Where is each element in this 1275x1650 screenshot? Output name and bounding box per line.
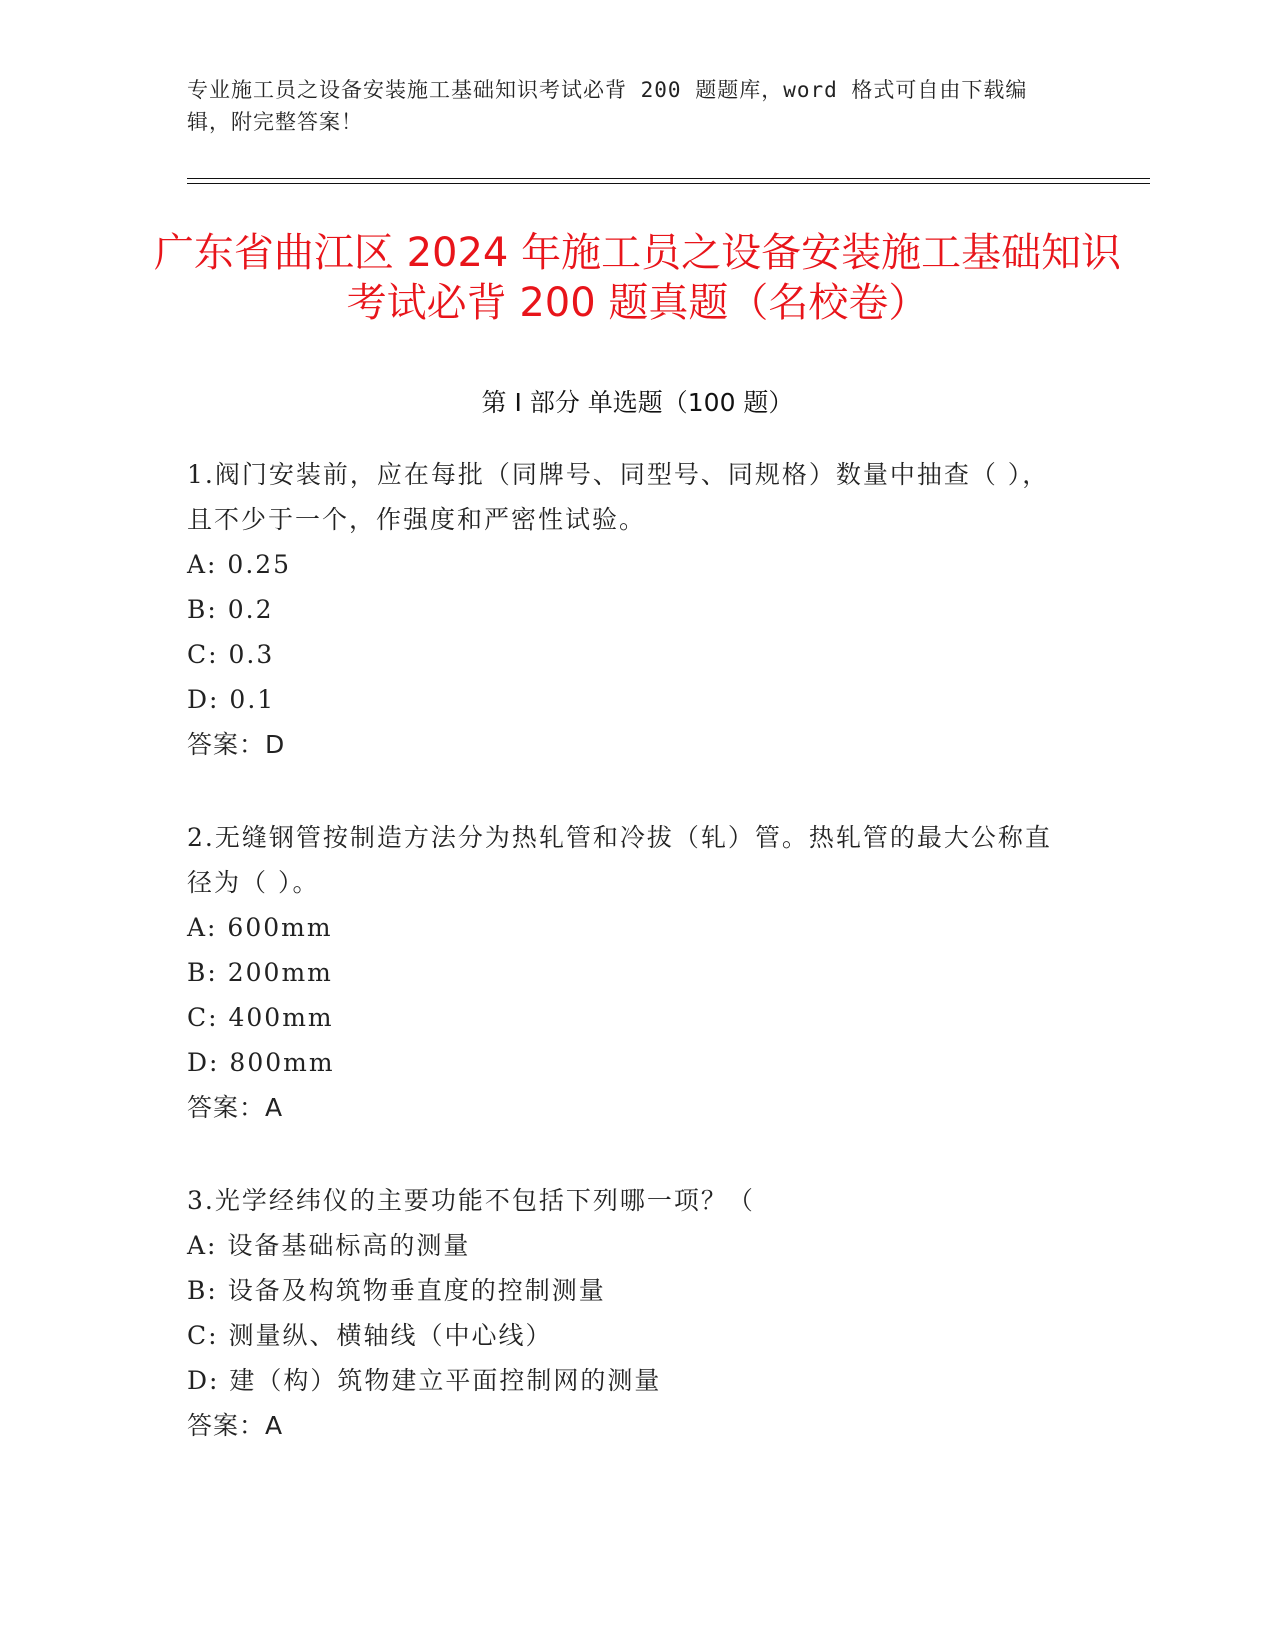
option-a: A: 0.25 — [187, 550, 292, 579]
header-note: 专业施工员之设备安装施工基础知识考试必背 200 题题库，word 格式可自由下载编辑，附完整答案！ — [187, 78, 1028, 134]
option-d: D: 0.1 — [187, 685, 276, 714]
option-b: B: 200mm — [187, 958, 333, 987]
question-3 — [187, 1178, 1067, 1448]
document-title: 广东省曲江区 2024 年施工员之设备安装施工基础知识考试必背 200 题真题（名校卷） — [153, 230, 1122, 326]
section-heading: 第 I 部分 单选题（100 题） — [481, 388, 794, 417]
question-text: 3.光学经纬仪的主要功能不包括下列哪一项？（ — [187, 1186, 755, 1215]
option-d: D: 建（构）筑物建立平面控制网的测量 — [187, 1366, 662, 1395]
option-a: A: 600mm — [187, 913, 333, 942]
question-2 — [187, 815, 1067, 1130]
header-rule-top — [187, 178, 1150, 179]
header-rule-bottom — [187, 183, 1150, 184]
answer: 答案：A — [187, 1411, 284, 1440]
option-c: C: 400mm — [187, 1003, 334, 1032]
question-text: 1.阀门安装前，应在每批（同牌号、同型号、同规格）数量中抽查（ ），且不少于一个，作强度和严密性试验。 — [187, 460, 1050, 534]
option-d: D: 800mm — [187, 1048, 335, 1077]
answer: 答案：D — [187, 730, 286, 759]
question-1 — [187, 452, 1067, 767]
option-b: B: 设备及构筑物垂直度的控制测量 — [187, 1276, 606, 1305]
question-text: 2.无缝钢管按制造方法分为热轧管和冷拔（轧）管。热轧管的最大公称直径为（ ）。 — [187, 823, 1052, 897]
option-a: A: 设备基础标高的测量 — [187, 1231, 471, 1260]
option-c: C: 0.3 — [187, 640, 275, 669]
option-c: C: 测量纵、横轴线（中心线） — [187, 1321, 553, 1350]
option-b: B: 0.2 — [187, 595, 274, 624]
answer: 答案：A — [187, 1093, 284, 1122]
